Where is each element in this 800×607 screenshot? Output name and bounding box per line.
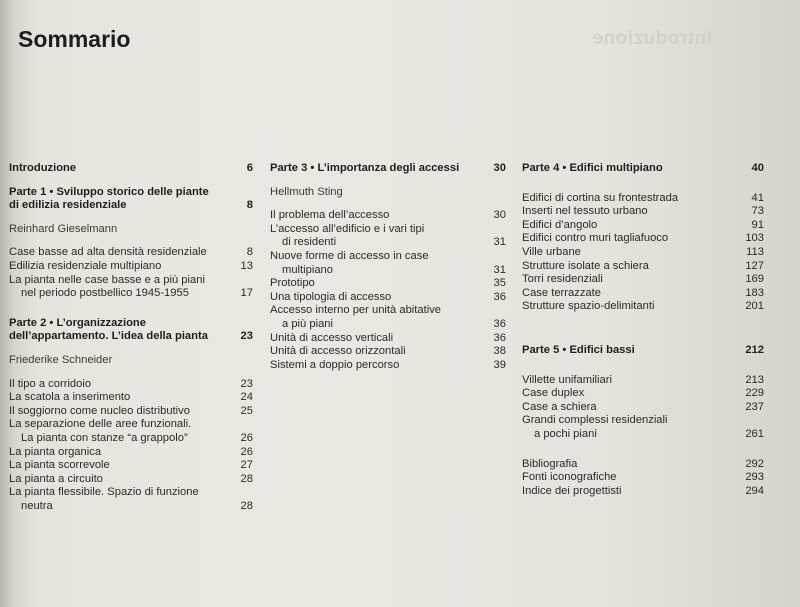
toc-author: Friederike Schneider xyxy=(9,353,113,366)
toc-page-number: 237 xyxy=(745,400,764,413)
toc-page-number: 113 xyxy=(746,245,764,258)
toc-page-number: 36 xyxy=(493,290,506,303)
toc-part-heading-line2 xyxy=(9,199,253,213)
toc-entry xyxy=(9,378,253,392)
toc-entry-label: Parte 5 • Edifici bassi xyxy=(522,343,635,356)
toc-entry-label: Bibliografia xyxy=(522,457,578,470)
toc-page-number: 294 xyxy=(745,484,764,497)
toc-entry-label: Indice dei progettisti xyxy=(522,484,622,497)
toc-entry-label: Prototipo xyxy=(270,277,315,290)
toc-page-number: 91 xyxy=(751,218,764,231)
toc-entry-label: di edilizia residenziale xyxy=(9,199,127,212)
toc-entry xyxy=(522,401,764,415)
toc-column-3 xyxy=(522,162,764,498)
toc-column-2 xyxy=(270,162,506,372)
toc-entry xyxy=(522,374,764,388)
toc-page-number: 201 xyxy=(745,300,764,313)
toc-entry-label: Una tipologia di accesso xyxy=(270,290,392,303)
toc-page-number: 31 xyxy=(493,236,506,249)
toc-entry-label: Strutture spazio-delimitanti xyxy=(522,300,655,313)
toc-entry-label: Strutture isolate a schiera xyxy=(522,259,649,272)
toc-entry: La pianta nelle case basse e a più piani xyxy=(9,273,205,286)
toc-page-number: 183 xyxy=(745,286,764,299)
toc-entry-label: Edifici di cortina su frontestrada xyxy=(522,191,679,204)
toc-entry-label: Il tipo a corridoio xyxy=(9,377,92,390)
toc-page-number: 30 xyxy=(493,162,506,174)
toc-page-number: 23 xyxy=(240,377,253,390)
toc-page-number: 212 xyxy=(745,343,764,356)
toc-entry xyxy=(270,359,506,373)
toc-entry-line2 xyxy=(9,500,253,514)
toc-entry xyxy=(270,277,506,291)
toc-page-number: 103 xyxy=(745,232,764,245)
toc-part-heading xyxy=(522,162,764,176)
toc-entry-label: Edifici d’angolo xyxy=(522,218,598,231)
toc-entry-label: Inserti nel tessuto urbano xyxy=(522,205,648,218)
toc-page-number: 38 xyxy=(493,345,506,358)
toc-page-number: 6 xyxy=(246,162,253,174)
toc-page-number: 292 xyxy=(745,457,764,470)
toc-page-number: 127 xyxy=(745,259,764,272)
toc-entry-label: La pianta scorrevole xyxy=(9,459,110,472)
toc-page-number: 293 xyxy=(745,471,764,484)
toc-entry xyxy=(9,473,253,487)
toc-entry xyxy=(270,332,506,346)
toc-page-number: 229 xyxy=(745,387,764,400)
toc-entry-label: La pianta a circuito xyxy=(9,472,103,485)
toc-entry xyxy=(522,205,764,219)
toc-page-number: 23 xyxy=(240,330,253,343)
toc-entry: La pianta flessibile. Spazio di funzione xyxy=(9,486,199,499)
toc-entry-label: dell’appartamento. L’idea della pianta xyxy=(9,330,208,343)
toc-entry-line2 xyxy=(522,428,764,442)
toc-page-number: 73 xyxy=(751,205,764,218)
toc-entry xyxy=(522,458,764,472)
toc-entry-label: Torri residenziali xyxy=(522,273,603,286)
toc-author: Hellmuth Sting xyxy=(270,185,343,198)
toc-entry-label: a più piani xyxy=(282,317,334,330)
toc-entry xyxy=(9,260,253,274)
toc-entry-line2 xyxy=(270,236,506,250)
toc-entry xyxy=(522,219,764,233)
toc-entry-label: Unità di accesso verticali xyxy=(270,331,394,344)
toc-page-number: 36 xyxy=(493,317,506,330)
toc-entry xyxy=(522,273,764,287)
toc-entry-label: Il problema dell’accesso xyxy=(270,209,390,222)
toc-entry: Nuove forme di accesso in case xyxy=(270,249,429,262)
toc-page-number: 25 xyxy=(240,404,253,417)
toc-entry-label: nel periodo postbellico 1945-1955 xyxy=(21,287,189,300)
toc-entry xyxy=(9,432,253,446)
toc-entry-introduzione xyxy=(9,162,253,176)
toc-entry xyxy=(270,209,506,223)
toc-entry xyxy=(522,232,764,246)
toc-entry-label: Parte 4 • Edifici multipiano xyxy=(522,162,663,174)
toc-entry-label: Edilizia residenziale multipiano xyxy=(9,259,162,272)
toc-entry-label: Case terrazzate xyxy=(522,286,601,299)
toc-page-number: 26 xyxy=(240,445,253,458)
toc-entry-label: Ville urbane xyxy=(522,245,581,258)
toc-column-1 xyxy=(9,162,253,513)
toc-part-heading: Parte 2 • L’organizzazione xyxy=(9,316,146,329)
toc-page-number: 261 xyxy=(745,427,764,440)
toc-page-number: 13 xyxy=(240,259,253,272)
toc-entry-label: Sistemi a doppio percorso xyxy=(270,358,400,371)
toc-entry-label: Parte 3 • L’importanza degli accessi xyxy=(270,162,460,174)
toc-entry-label: La scatola a inserimento xyxy=(9,391,131,404)
toc-entry-label: Case basse ad alta densità residenziale xyxy=(9,246,207,259)
toc-entry xyxy=(522,287,764,301)
toc-page-number: 36 xyxy=(493,331,506,344)
toc-page-number: 41 xyxy=(751,191,764,204)
toc-part-heading xyxy=(522,344,764,358)
toc-entry-label: Edifici contro muri tagliafuoco xyxy=(522,232,669,245)
toc-page-number: 28 xyxy=(240,472,253,485)
toc-entry xyxy=(9,446,253,460)
toc-entry-label: a pochi piani xyxy=(534,427,597,440)
toc-page-number: 169 xyxy=(745,273,764,286)
toc-page-number: 213 xyxy=(745,373,764,386)
toc-entry xyxy=(9,246,253,260)
toc-entry-label: La pianta con stanze “a grappolo” xyxy=(21,431,188,444)
toc-entry-label: Case duplex xyxy=(522,387,585,400)
toc-entry: Grandi complessi residenziali xyxy=(522,414,668,427)
toc-part-heading: Parte 1 • Sviluppo storico delle piante xyxy=(9,185,209,198)
toc-entry xyxy=(522,485,764,499)
toc-entry-label: Villette unifamiliari xyxy=(522,373,612,386)
toc-page-number: 35 xyxy=(493,277,506,290)
toc-page-number: 30 xyxy=(493,209,506,222)
toc-page-number: 39 xyxy=(493,358,506,371)
toc-entry xyxy=(522,300,764,314)
toc-entry xyxy=(522,260,764,274)
toc-page-number: 31 xyxy=(493,263,506,276)
toc-entry-label: Case a schiera xyxy=(522,400,597,413)
toc-entry-line2 xyxy=(270,318,506,332)
toc-page-number: 8 xyxy=(246,246,253,259)
toc-entry: L’accesso all’edificio e i vari tipi xyxy=(270,222,425,235)
toc-entry xyxy=(9,391,253,405)
toc-entry: La separazione delle aree funzionali. xyxy=(9,418,192,431)
show-through-text: Introduzione xyxy=(592,28,712,49)
toc-entry-label: di residenti xyxy=(282,236,337,249)
toc-entry xyxy=(270,345,506,359)
toc-page-number: 17 xyxy=(240,287,253,300)
toc-entry xyxy=(9,459,253,473)
toc-author: Reinhard Gieselmann xyxy=(9,222,118,235)
toc-entry xyxy=(522,192,764,206)
toc-entry xyxy=(522,387,764,401)
toc-part-heading xyxy=(270,162,506,176)
toc-page-number: 8 xyxy=(246,199,253,212)
toc-entry xyxy=(522,471,764,485)
toc-page-number: 24 xyxy=(240,391,253,404)
toc-part-heading-line2 xyxy=(9,330,253,344)
toc-entry-label: Il soggiorno come nucleo distributivo xyxy=(9,404,190,417)
toc-entry-label: neutra xyxy=(21,499,53,512)
toc-page-number: 26 xyxy=(240,431,253,444)
toc-entry xyxy=(9,405,253,419)
toc-entry: Accesso interno per unità abitative xyxy=(270,304,442,317)
toc-entry-line2 xyxy=(9,287,253,301)
toc-page-number: 28 xyxy=(240,499,253,512)
page-title: Sommario xyxy=(18,26,131,52)
toc-entry-label: Fonti iconografiche xyxy=(522,471,617,484)
toc-entry-label: multipiano xyxy=(282,263,333,276)
toc-entry-label: Introduzione xyxy=(9,162,77,174)
toc-page-number: 40 xyxy=(751,162,764,174)
toc-entry xyxy=(522,246,764,260)
toc-entry xyxy=(270,291,506,305)
toc-page-number: 27 xyxy=(240,459,253,472)
toc-entry-label: La pianta organica xyxy=(9,445,102,458)
toc-entry-label: Unità di accesso orizzontali xyxy=(270,345,406,358)
toc-entry-line2 xyxy=(270,264,506,278)
